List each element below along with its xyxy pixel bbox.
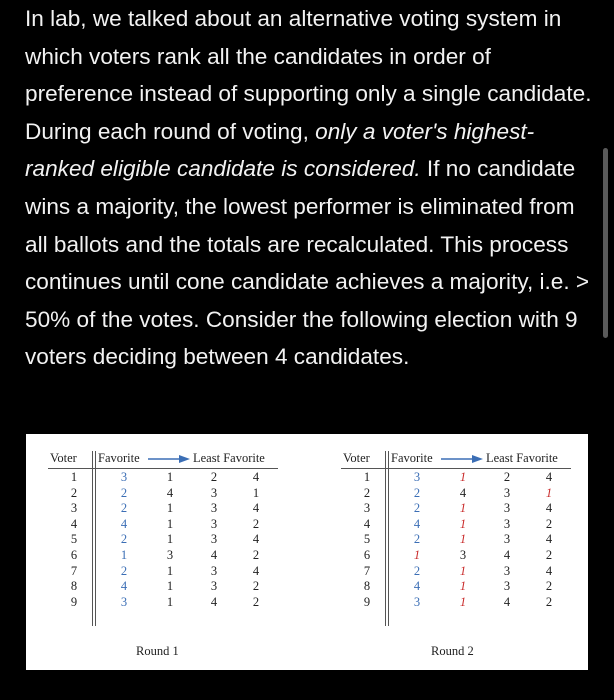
rank-cell: 3 — [413, 470, 421, 484]
voter-number: 7 — [70, 563, 78, 578]
voter-number: 3 — [70, 501, 78, 516]
table-row — [341, 517, 571, 533]
table-row — [48, 548, 278, 564]
voter-number: 4 — [70, 516, 78, 531]
rank-cell: 3 — [210, 563, 218, 578]
table-row — [341, 532, 571, 548]
rank-cell: 2 — [252, 594, 260, 609]
least-favorite-header: Least Favorite — [193, 451, 265, 465]
rank-cell: 2 — [503, 470, 511, 484]
rank-cell: 2 — [120, 532, 128, 547]
rank-cell: 2 — [252, 579, 260, 594]
rank-cell: 2 — [545, 579, 553, 594]
rank-cell: 2 — [120, 563, 128, 578]
voter-number: 5 — [363, 532, 371, 547]
rank-cell: 2 — [210, 470, 218, 484]
voter-header: Voter — [343, 451, 370, 465]
rank-cell: 1 — [252, 485, 260, 500]
rank-cell: 2 — [120, 485, 128, 500]
eliminated-rank: 1 — [459, 532, 467, 547]
question-italic: only a voter's highest-ranked eligible candidate is considered. — [25, 118, 535, 182]
rank-cell: 3 — [120, 594, 128, 609]
rank-cell: 4 — [210, 594, 218, 609]
rank-cell: 3 — [503, 532, 511, 547]
rank-cell: 2 — [545, 547, 553, 562]
rank-cell: 4 — [503, 547, 511, 562]
table-row — [341, 486, 571, 502]
rank-cell: 4 — [252, 532, 260, 547]
voter-number: 9 — [363, 594, 371, 609]
table-row — [341, 548, 571, 564]
rank-cell: 2 — [413, 485, 421, 500]
rank-cell: 4 — [413, 579, 421, 594]
rank-cell: 1 — [120, 547, 128, 562]
rank-cell: 3 — [503, 516, 511, 531]
rank-cell: 1 — [166, 563, 174, 578]
rank-cell: 3 — [503, 485, 511, 500]
table-row — [48, 501, 278, 517]
rank-cell: 3 — [166, 547, 174, 562]
arrow-right-icon — [148, 454, 190, 464]
rank-cell: 4 — [503, 594, 511, 609]
table-row — [341, 595, 571, 611]
eliminated-rank: 1 — [459, 563, 467, 578]
eliminated-rank: 1 — [545, 485, 553, 500]
rank-cell: 1 — [166, 532, 174, 547]
table-row — [48, 579, 278, 595]
rank-cell: 2 — [252, 516, 260, 531]
voter-number: 8 — [70, 579, 78, 594]
question-text — [25, 0, 600, 376]
favorite-header: Favorite — [391, 451, 433, 465]
rank-cell: 2 — [252, 547, 260, 562]
rank-cell: 2 — [120, 501, 128, 516]
table-row — [341, 501, 571, 517]
voter-number: 9 — [70, 594, 78, 609]
rank-cell: 4 — [545, 501, 553, 516]
rank-cell: 3 — [503, 501, 511, 516]
rank-cell: 4 — [120, 579, 128, 594]
eliminated-rank: 1 — [413, 547, 421, 562]
eliminated-rank: 1 — [459, 470, 467, 484]
rank-cell: 1 — [166, 594, 174, 609]
rank-cell: 4 — [545, 563, 553, 578]
round2-header — [341, 451, 571, 467]
rank-cell: 2 — [545, 594, 553, 609]
rank-cell: 3 — [459, 547, 467, 562]
rank-cell: 3 — [210, 516, 218, 531]
rank-cell: 2 — [413, 532, 421, 547]
voter-number: 2 — [363, 485, 371, 500]
voter-number: 4 — [363, 516, 371, 531]
rank-cell: 4 — [545, 532, 553, 547]
rank-cell: 3 — [210, 532, 218, 547]
voter-number: 1 — [70, 470, 78, 484]
table-row — [341, 564, 571, 580]
rank-cell: 3 — [210, 579, 218, 594]
eliminated-rank: 1 — [459, 579, 467, 594]
rank-cell: 2 — [413, 563, 421, 578]
rank-cell: 1 — [166, 501, 174, 516]
rank-cell: 2 — [545, 516, 553, 531]
eliminated-rank: 1 — [459, 516, 467, 531]
rank-cell: 4 — [413, 516, 421, 531]
rank-cell: 3 — [120, 470, 128, 484]
round1-rows — [48, 470, 278, 610]
least-favorite-header: Least Favorite — [486, 451, 558, 465]
voter-number: 2 — [70, 485, 78, 500]
rank-cell: 4 — [252, 501, 260, 516]
voter-number: 7 — [363, 563, 371, 578]
table-row — [48, 595, 278, 611]
voter-header: Voter — [50, 451, 77, 465]
table-row — [48, 470, 278, 486]
voter-number: 1 — [363, 470, 371, 484]
rank-cell: 3 — [503, 579, 511, 594]
question-part1: In lab, we talked about an alternative voting system in which voters rank all the candidates in order of preference instead of supporting only a single candidate. During each round of voting, — [25, 6, 592, 144]
rank-cell: 3 — [210, 485, 218, 500]
eliminated-rank: 1 — [459, 501, 467, 516]
round2-caption: Round 2 — [431, 644, 474, 658]
rank-cell: 3 — [210, 501, 218, 516]
rank-cell: 1 — [166, 579, 174, 594]
voter-number: 5 — [70, 532, 78, 547]
round1-header — [48, 451, 278, 467]
voter-number: 3 — [363, 501, 371, 516]
scrollbar[interactable] — [603, 148, 608, 338]
rank-cell: 3 — [503, 563, 511, 578]
header-divider — [48, 468, 278, 469]
ballot-figure — [26, 434, 588, 670]
rank-cell: 2 — [413, 501, 421, 516]
table-row — [341, 579, 571, 595]
table-row — [48, 486, 278, 502]
rank-cell: 3 — [413, 594, 421, 609]
eliminated-rank: 1 — [459, 594, 467, 609]
rank-cell: 4 — [166, 485, 174, 500]
rank-cell: 1 — [166, 516, 174, 531]
arrow-right-icon — [441, 454, 483, 464]
voter-number: 6 — [70, 547, 78, 562]
round1-caption: Round 1 — [136, 644, 179, 658]
rank-cell: 4 — [252, 563, 260, 578]
round2-table — [341, 451, 571, 626]
favorite-header: Favorite — [98, 451, 140, 465]
table-row — [341, 470, 571, 486]
round2-rows — [341, 470, 571, 610]
rank-cell: 4 — [252, 470, 260, 484]
voter-number: 8 — [363, 579, 371, 594]
rank-cell: 4 — [545, 470, 553, 484]
round1-table — [48, 451, 278, 626]
table-row — [48, 532, 278, 548]
table-row — [48, 517, 278, 533]
header-divider — [341, 468, 571, 469]
rank-cell: 1 — [166, 470, 174, 484]
rank-cell: 4 — [210, 547, 218, 562]
rank-cell: 4 — [459, 485, 467, 500]
question-part2: If no candidate wins a majority, the lowest performer is eliminated from all ballots and the totals are recalculated. This process continues until cone candidate achieves a majority, i.e. > 50% of the votes. Consider the following election with 9 voters deciding between 4 candidates. — [25, 156, 590, 370]
rank-cell: 4 — [120, 516, 128, 531]
voter-number: 6 — [363, 547, 371, 562]
table-row — [48, 564, 278, 580]
